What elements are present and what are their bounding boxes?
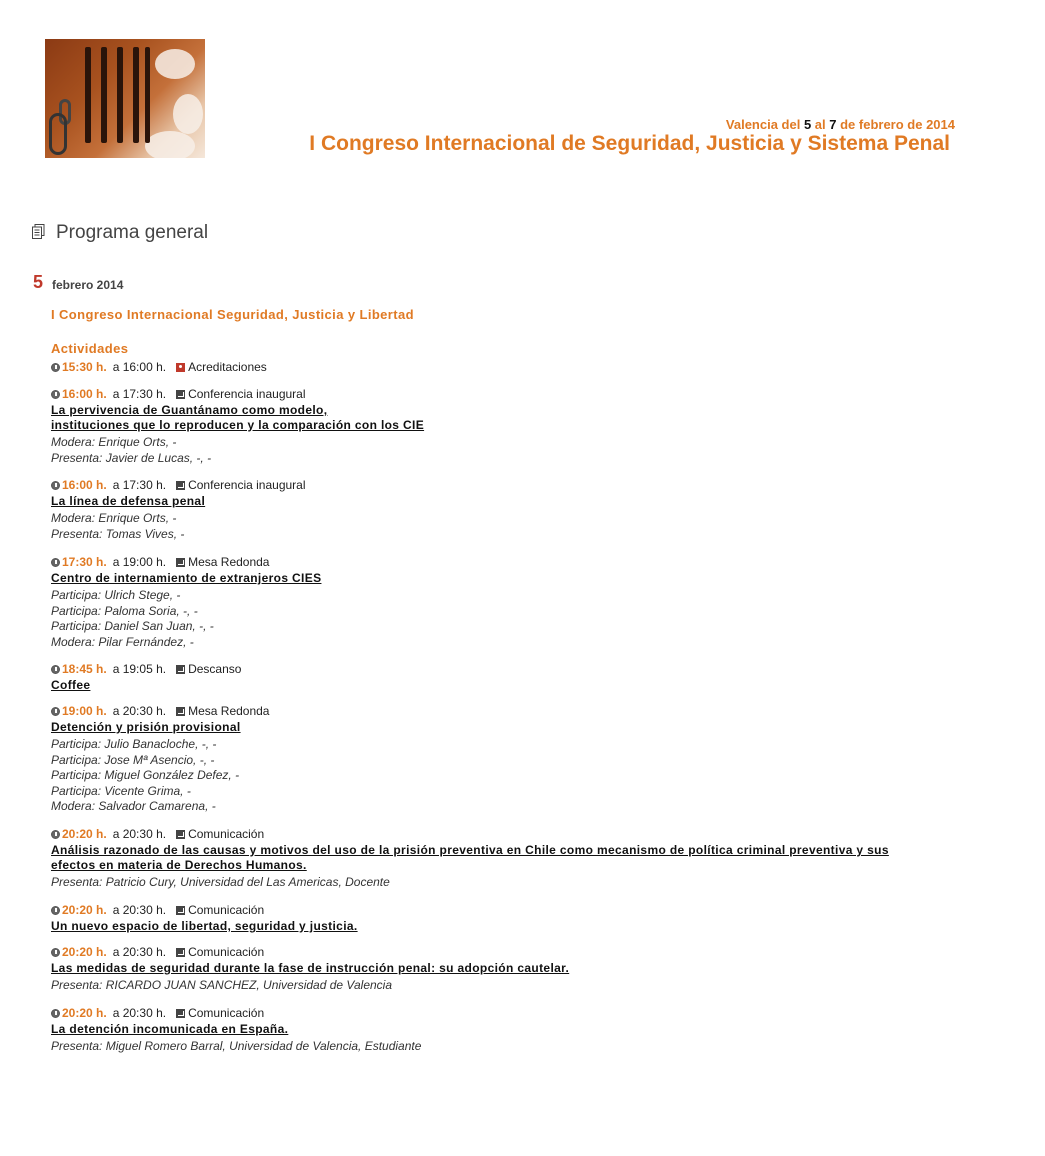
document-icon [32, 224, 45, 239]
start-day: 5 [803, 117, 812, 132]
participants-list [51, 511, 971, 542]
activity-time-line [51, 662, 971, 677]
activity-type: Mesa Redonda [188, 555, 270, 569]
start-time: 17:30 h. [62, 555, 107, 569]
clock-icon [51, 665, 60, 674]
end-time: a 17:30 h. [112, 387, 167, 401]
doc-icon [176, 390, 185, 399]
participant: Participa: Paloma Soria, -, - [51, 603, 198, 618]
congress-logo[interactable] [45, 39, 205, 158]
clock-icon [51, 948, 60, 957]
activity-item [51, 360, 971, 375]
clock-icon [51, 906, 60, 915]
participant: Modera: Enrique Orts, - [51, 435, 177, 449]
activity-title-link[interactable] [51, 403, 971, 433]
end-time: a 19:05 h. [112, 662, 167, 676]
activity-item [51, 387, 971, 466]
start-time: 20:20 h. [62, 903, 107, 917]
end-time: a 20:30 h. [112, 704, 167, 718]
activity-time-line [51, 360, 971, 375]
doc-icon [176, 665, 185, 674]
activity-type: Comunicación [188, 1006, 265, 1020]
activity-item [51, 478, 971, 542]
clock-icon [51, 830, 60, 839]
activity-title-link[interactable] [51, 494, 971, 509]
day-number: 5 [33, 272, 44, 292]
participants-list [51, 978, 971, 994]
start-time: 20:20 h. [62, 945, 107, 959]
end-time: a 20:30 h. [112, 827, 167, 841]
badge-icon [176, 363, 185, 372]
activity-title-link[interactable] [51, 678, 971, 693]
participant: Participa: Vicente Grima, - [51, 783, 191, 798]
activity-title-link[interactable] [51, 843, 971, 873]
start-time: 18:45 h. [62, 662, 107, 676]
participant: Participa: Daniel San Juan, -, - [51, 619, 214, 633]
start-time: 15:30 h. [62, 360, 107, 374]
activity-time-line [51, 827, 971, 842]
activity-title-line: Centro de internamiento de extranjeros CIES [51, 571, 322, 585]
activity-title-line: Las medidas de seguridad durante la fase de instrucción penal: su adopción cautelar. [51, 961, 570, 975]
activity-type: Mesa Redonda [188, 704, 270, 718]
activity-type: Conferencia inaugural [188, 478, 306, 492]
dates-suffix: de febrero de 2014 [836, 117, 955, 132]
clock-icon [51, 707, 60, 716]
activity-time-line [51, 387, 971, 402]
activity-type: Comunicación [188, 903, 265, 917]
activity-item [51, 827, 971, 891]
participant: Presenta: Miguel Romero Barral, Universidad de Valencia, Estudiante [51, 1039, 422, 1053]
start-time: 16:00 h. [62, 387, 107, 401]
activity-time-line [51, 478, 971, 493]
participants-list [51, 1039, 971, 1055]
participant: Participa: Ulrich Stege, - [51, 588, 181, 602]
activity-title-line: instituciones que lo reproducen y la comparación con los CIE [51, 418, 425, 432]
activity-title-link[interactable] [51, 961, 971, 976]
clock-icon [51, 481, 60, 490]
participant: Presenta: Javier de Lucas, -, - [51, 450, 212, 465]
activity-item [51, 704, 971, 815]
activity-item [51, 662, 971, 693]
end-time: a 19:00 h. [112, 555, 167, 569]
start-time: 16:00 h. [62, 478, 107, 492]
participant: Modera: Salvador Camarena, - [51, 799, 216, 813]
doc-icon [176, 558, 185, 567]
activity-title-link[interactable] [51, 1022, 971, 1037]
activity-title-line: Un nuevo espacio de libertad, seguridad y justicia. [51, 919, 358, 933]
doc-icon [176, 830, 185, 839]
clock-icon [51, 558, 60, 567]
participant: Modera: Enrique Orts, - [51, 511, 177, 525]
activity-item [51, 945, 971, 994]
activity-title-link[interactable] [51, 720, 971, 735]
activity-title-line: La detención incomunicada en España. [51, 1022, 289, 1036]
clock-icon [51, 390, 60, 399]
activity-type: Acreditaciones [188, 360, 267, 374]
congress-name: I Congreso Internacional Seguridad, Justicia y Libertad [51, 307, 414, 322]
activity-title-line: efectos en materia de Derechos Humanos. [51, 858, 307, 872]
page-title: Programa general [56, 222, 209, 243]
end-time: a 20:30 h. [112, 903, 167, 917]
activity-time-line [51, 1006, 971, 1021]
start-time: 19:00 h. [62, 704, 107, 718]
activity-type: Descanso [188, 662, 242, 676]
participant: Participa: Miguel González Defez, - [51, 768, 240, 782]
day-month: febrero 2014 [52, 278, 124, 292]
dates-mid: al [811, 117, 830, 132]
activities-heading: Actividades [51, 341, 129, 356]
activity-title-line: La pervivencia de Guantánamo como modelo, [51, 403, 328, 417]
participants-list [51, 588, 971, 650]
activity-title-line: Coffee [51, 678, 91, 692]
end-time: a 17:30 h. [112, 478, 167, 492]
activity-time-line [51, 555, 971, 570]
activity-item [51, 1006, 971, 1055]
doc-icon [176, 1009, 185, 1018]
participant: Presenta: Patricio Cury, Universidad del Las Americas, Docente [51, 875, 390, 889]
end-day: 7 [829, 117, 837, 132]
activity-time-line [51, 903, 971, 918]
activity-item [51, 903, 971, 934]
event-dates [640, 117, 955, 132]
participant: Participa: Jose Mª Asencio, -, - [51, 752, 215, 767]
end-time: a 20:30 h. [112, 1006, 167, 1020]
participants-list [51, 875, 971, 891]
end-time: a 20:30 h. [112, 945, 167, 959]
activity-type: Comunicación [188, 945, 265, 959]
event-title: I Congreso Internacional de Seguridad, Justicia y Sistema Penal [309, 132, 950, 155]
activity-type: Comunicación [188, 827, 265, 841]
activity-time-line [51, 945, 971, 960]
participants-list [51, 435, 971, 466]
activity-type: Conferencia inaugural [188, 387, 306, 401]
end-time: a 16:00 h. [112, 360, 167, 374]
activity-title-line: Análisis razonado de las causas y motivos del uso de la prisión preventiva en Chile como mecanismo de política criminal preventiva y sus [51, 843, 889, 857]
activity-item [51, 555, 971, 650]
doc-icon [176, 948, 185, 957]
activity-time-line [51, 704, 971, 719]
clock-icon [51, 363, 60, 372]
participant: Participa: Julio Banacloche, -, - [51, 737, 217, 751]
participants-list [51, 737, 971, 815]
activity-title-line: La línea de defensa penal [51, 494, 206, 508]
start-time: 20:20 h. [62, 1006, 107, 1020]
participant: Presenta: Tomas Vives, - [51, 526, 185, 541]
dates-prefix: Valencia del [725, 117, 804, 132]
doc-icon [176, 707, 185, 716]
activity-title-link[interactable] [51, 919, 971, 934]
participant: Presenta: RICARDO JUAN SANCHEZ, Universidad de Valencia [51, 978, 393, 992]
participant: Modera: Pilar Fernández, - [51, 634, 194, 649]
doc-icon [176, 906, 185, 915]
clock-icon [51, 1009, 60, 1018]
doc-icon [176, 481, 185, 490]
start-time: 20:20 h. [62, 827, 107, 841]
activity-title-link[interactable] [51, 571, 971, 586]
activity-title-line: Detención y prisión provisional [51, 720, 241, 734]
